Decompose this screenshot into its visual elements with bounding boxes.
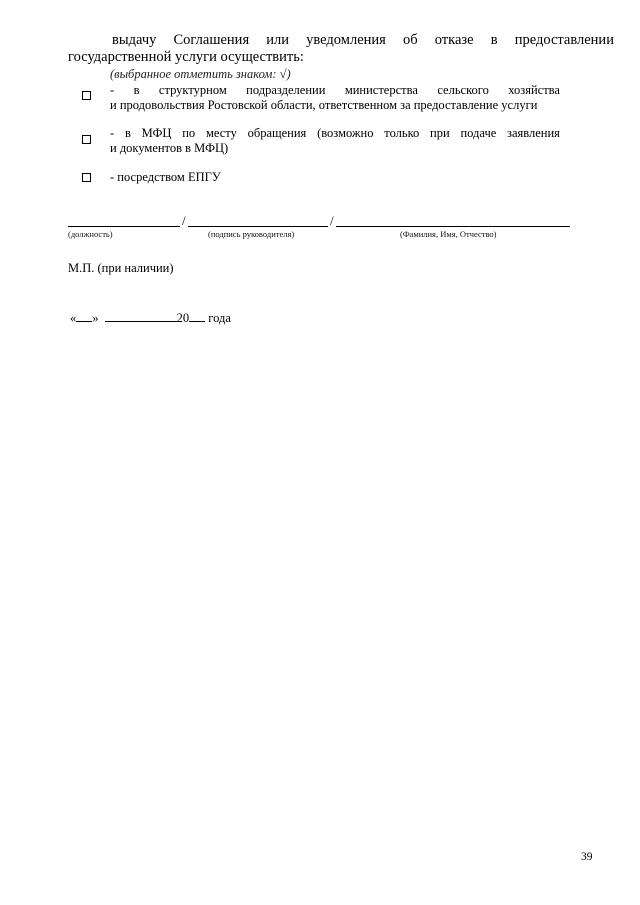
option-mfc-word: заявления [507, 126, 560, 140]
date-century: 20 [176, 311, 190, 325]
option-ministry [110, 83, 560, 113]
date-open-quote: « [70, 311, 77, 325]
option-epgu-checkbox[interactable] [82, 173, 91, 182]
option-mfc-word: при [430, 126, 450, 140]
option-ministry-checkbox[interactable] [82, 91, 91, 100]
intro-word: в [490, 32, 498, 48]
caption-full-name: (Фамилия, Имя, Отчество) [400, 229, 497, 239]
option-mfc-word: по [182, 126, 196, 140]
signature-blank[interactable] [188, 226, 328, 227]
full-name-blank[interactable] [336, 226, 570, 227]
day-blank[interactable] [76, 311, 92, 322]
option-mfc-checkbox[interactable] [82, 135, 91, 144]
signature-separator-2: / [330, 213, 334, 228]
year-blank[interactable] [189, 311, 205, 322]
intro-word: уведомления [306, 32, 386, 48]
option-ministry-word: подразделении [246, 83, 326, 97]
signature-separator-1: / [182, 213, 186, 228]
option-mfc-line-1 [110, 126, 560, 141]
intro-word: предоставлении [514, 32, 614, 48]
intro-paragraph [68, 32, 614, 66]
option-mfc-word: месту [205, 126, 237, 140]
option-ministry-line-2: и продовольствия Ростовской области, ответственном за предоставление услуги [110, 98, 538, 112]
page-number: 39 [581, 851, 593, 863]
intro-word: выдачу [112, 32, 157, 48]
option-ministry-line-1 [110, 83, 560, 98]
option-ministry-word: структурном [158, 83, 227, 97]
intro-word: Соглашения [173, 32, 250, 48]
intro-word: или [266, 32, 290, 48]
option-ministry-word: - [110, 83, 115, 97]
option-ministry-word: хозяйства [508, 83, 560, 97]
option-mfc-word: в [124, 126, 131, 140]
option-mfc-word: подаче [460, 126, 497, 140]
option-ministry-word: министерства [344, 83, 418, 97]
option-ministry-word: в [133, 83, 140, 97]
option-mfc-word: (возможно [317, 126, 374, 140]
option-mfc [110, 126, 560, 156]
option-mfc-word: только [384, 126, 420, 140]
option-mfc-word: обращения [247, 126, 307, 140]
position-blank[interactable] [68, 226, 180, 227]
caption-signature: (подпись руководителя) [208, 229, 295, 239]
intro-word: отказе [434, 32, 474, 48]
selection-hint: (выбранное отметить знаком: √) [110, 67, 291, 81]
caption-position: (должность) [68, 229, 113, 239]
intro-line-1 [68, 32, 614, 49]
option-epgu [110, 170, 560, 185]
date-close-quote: » [92, 311, 99, 325]
option-epgu-line-1: - посредством ЕПГУ [110, 170, 221, 184]
intro-word: об [402, 32, 418, 48]
option-mfc-word: МФЦ [141, 126, 172, 140]
month-blank[interactable] [105, 311, 177, 322]
stamp-placeholder: М.П. (при наличии) [68, 261, 174, 275]
date-suffix: года [208, 311, 231, 325]
option-ministry-word: сельского [437, 83, 489, 97]
signature-line [68, 214, 570, 228]
option-mfc-line-2: и документов в МФЦ) [110, 141, 229, 155]
intro-line-2: государственной услуги осуществить: [68, 49, 304, 65]
date-line [70, 311, 231, 326]
option-mfc-word: - [110, 126, 115, 140]
